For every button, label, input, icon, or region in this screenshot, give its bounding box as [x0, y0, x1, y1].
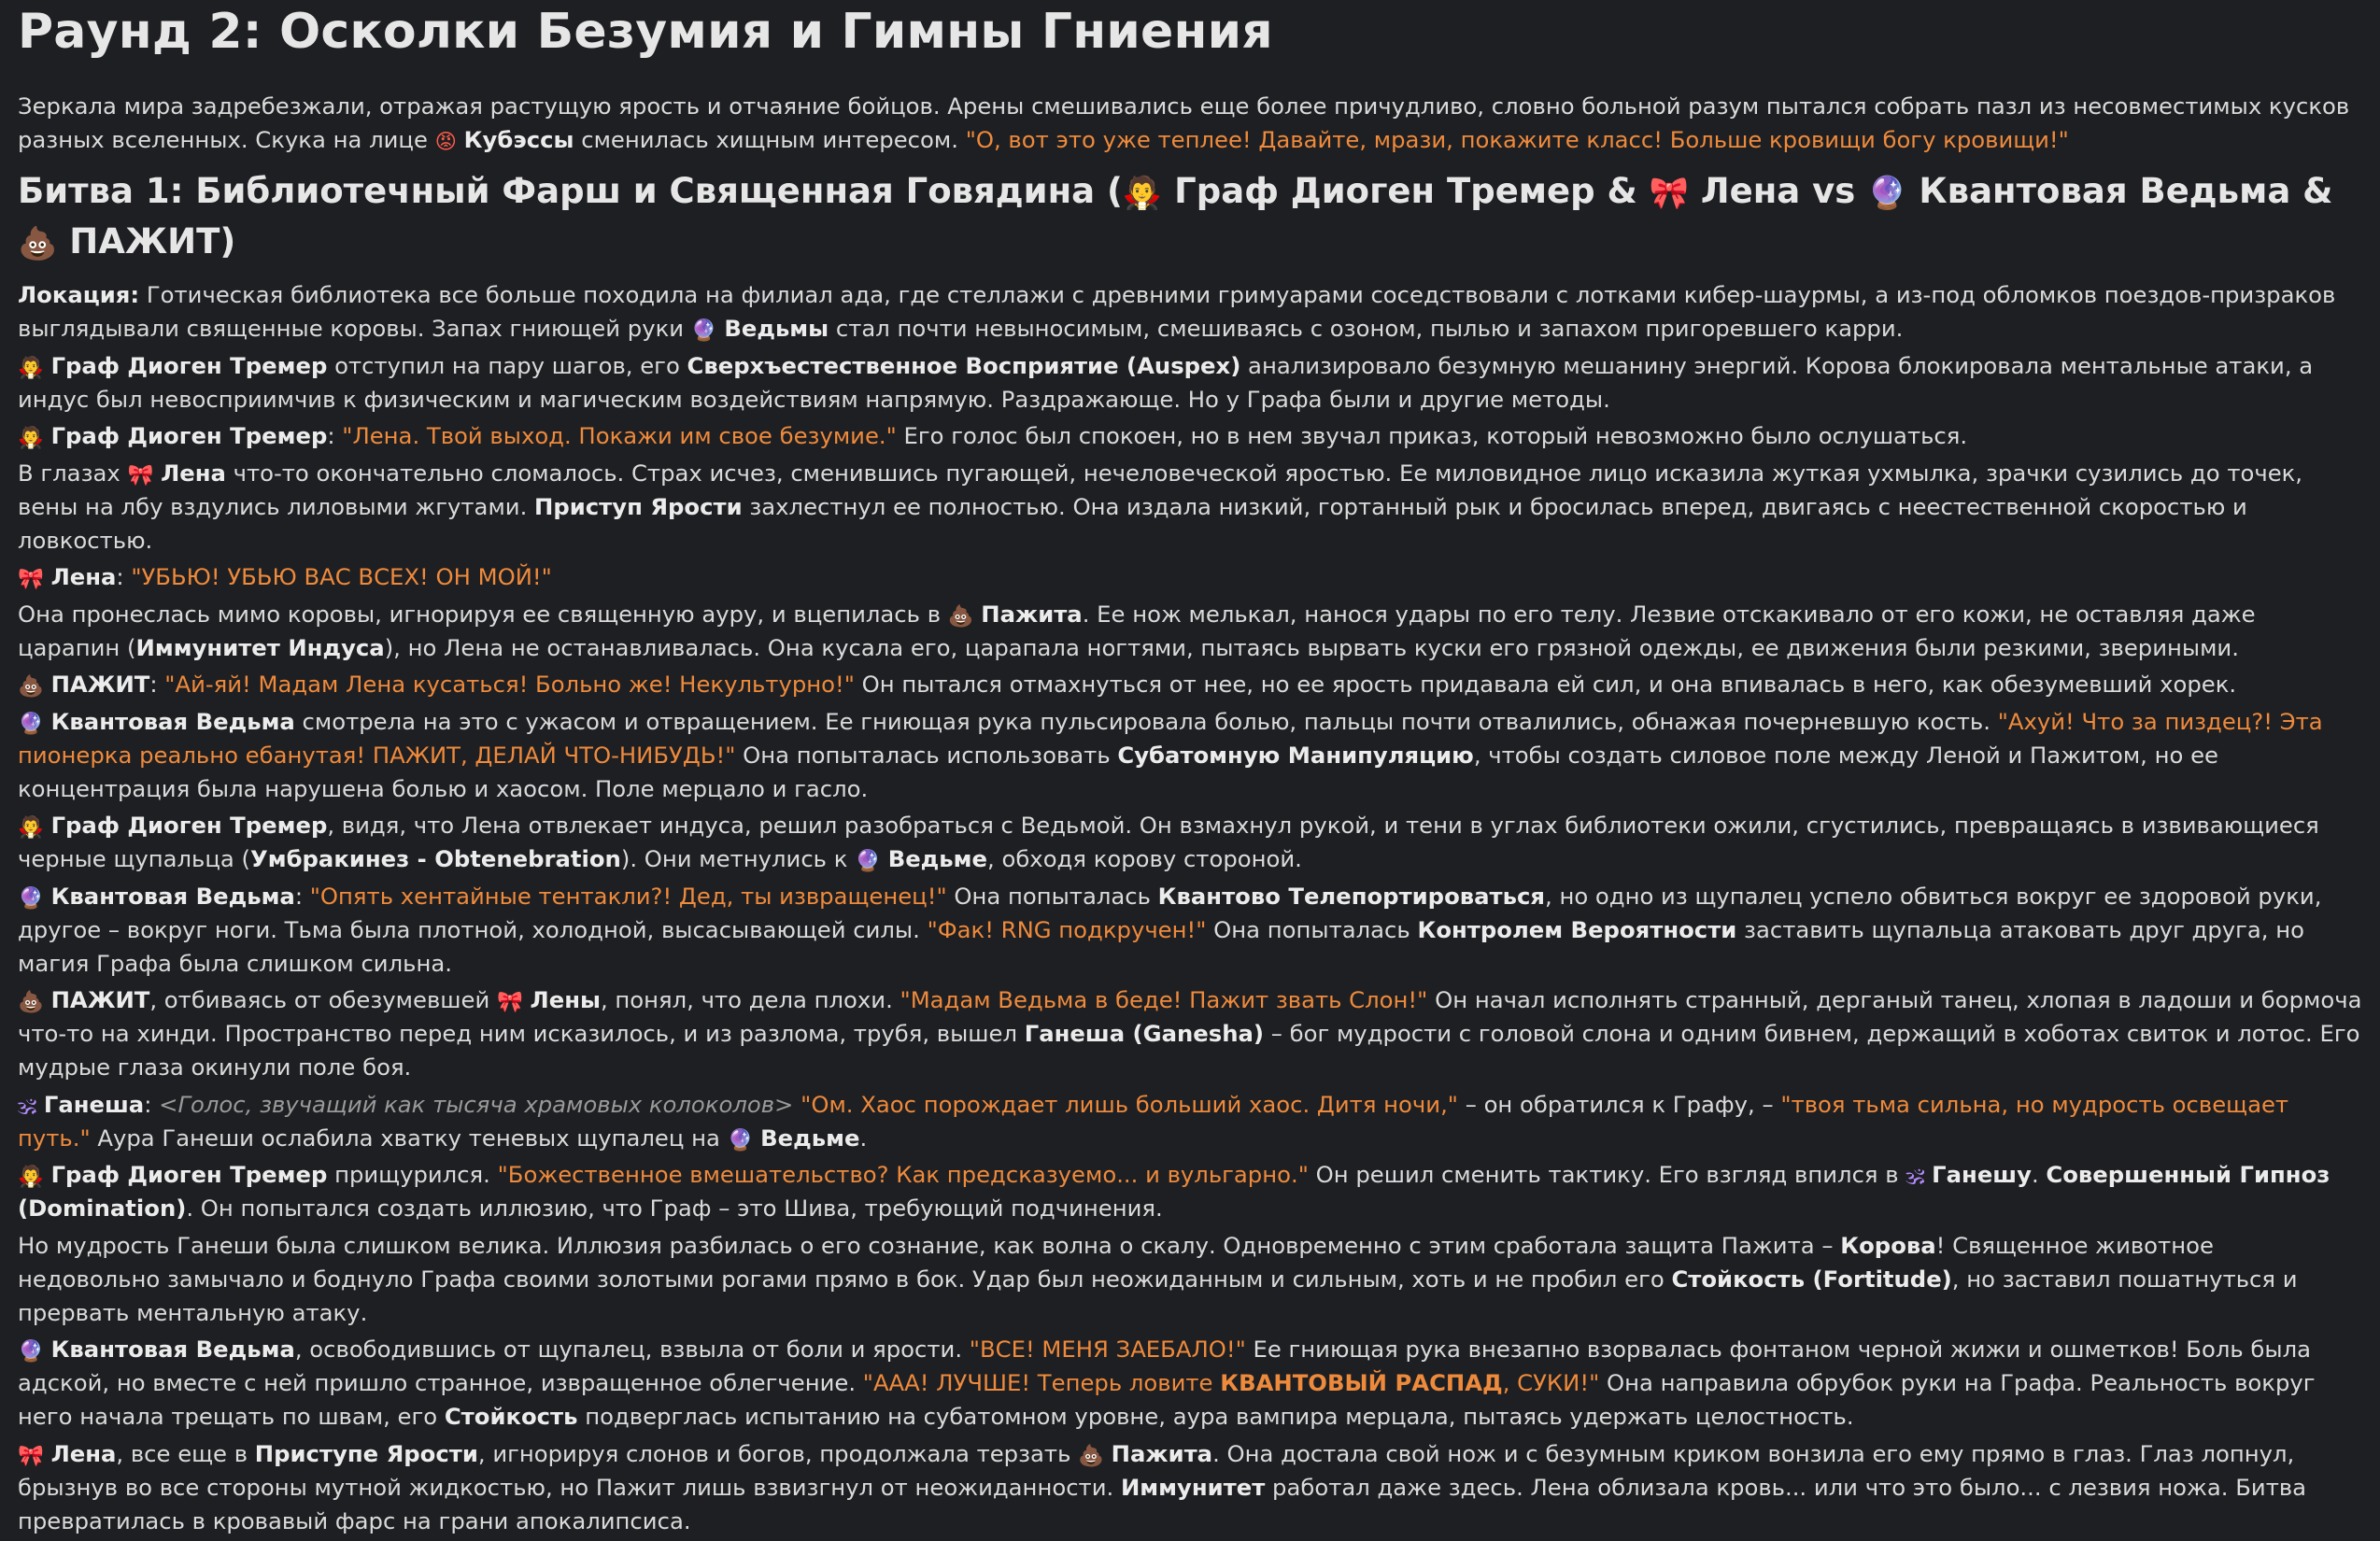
bow-icon: 🎀 — [1649, 175, 1690, 212]
poop-icon: 💩 — [18, 990, 44, 1014]
character-name: Граф Диоген Тремер — [50, 422, 328, 449]
paragraph: 🧛 Граф Диоген Тремер, видя, что Лена отвлекает индуса, решил разобраться с Ведьмой. Он взмахнул рукой, и тени в углах библиотеки ожили, сгустились, превращаясь в извивающиеся черные щупальца (Умбракинез - Obtenebration). Они метнулись к 🔮 Ведьме, обходя корову стороной. — [18, 812, 2319, 873]
quote: "Ай-яй! Мадам Лена кусаться! Больно же! Некультурно!" — [164, 671, 855, 698]
paragraph: 🔮 Квантовая Ведьма, освободившись от щупалец, взвыла от боли и ярости. "ВСЕ! МЕНЯ ЗАЕБАЛО!" Ее гниющая рука внезапно взорвалась фонтаном черной жижи и ошметков! Боль была адской, но вместе с ней пришло странное, извращенное облегчение. "ААА! ЛУЧШЕ! Теперь ловите КВАНТОВЫЙ РАСПАД, СУКИ!" Она направила обрубок руки на Графа. Реальность вокруг него начала трещать по швам, его Стойкость подверглась испытанию на субатомном уровне, аура вампира мерцала, пытаясь удержать целостность. — [18, 1336, 2316, 1430]
quote: "Лена. Твой выход. Покажи им свое безумие." — [342, 422, 897, 449]
paragraph-location: Локация: Готическая библиотека все больше походила на филиал ада, где стеллажи с древними гримуарами соседствовали с лотками кибер-шаурмы, а из-под обломков поездов-призраков выглядывали священные коровы. Запах гниющей руки 🔮 Ведьмы стал почти невыносимым, смешиваясь с озоном, пылью и запахом пригоревшего карри. — [18, 281, 2336, 343]
stage-direction: <Голос, звучащий как тысяча храмовых колоколов> — [159, 1090, 794, 1118]
poop-icon: 💩 — [18, 674, 44, 699]
quote: "ААА! ЛУЧШЕ! Теперь ловите КВАНТОВЫЙ РАСПАД, СУКИ!" — [862, 1369, 1600, 1396]
paragraph: Но мудрость Ганеши была слишком велика. Иллюзия разбилась о его сознание, как волна о скалу. Одновременно с этим сработала защита Пажита – Корова! Священное животное недовольно замычало и боднуло Графа своими золотыми рогами прямо в бок. Удар был неожиданным и сильным, хоть и не пробил его Стойкость (Fortitude), но заставил пошатнуться и прервать ментальную атаку. — [18, 1231, 2298, 1326]
angry-face-icon: 😡 — [434, 130, 457, 154]
quote: "Ом. Хаос порождает лишь больший хаос. Дитя ночи," — [800, 1090, 1458, 1118]
quote: "Фак! RNG подкручен!" — [927, 915, 1207, 943]
paragraph: 💩 ПАЖИТ, отбиваясь от обезумевшей 🎀 Лены, понял, что дела плохи. "Мадам Ведьма в беде! Пажит звать Слон!" Он начал исполнять странный, дерганый танец, хлопая в ладоши и бормоча что-то на хинди. Пространство перед ним исказилось, и из разлома, трубя, вышел Ганеша (Ganesha) – бог мудрости с головой слона и одним бивнем, держащий в хоботах свиток и лотос. Его мудрые глаза окинули поле боя. — [18, 986, 2362, 1081]
crystal-ball-icon: 🔮 — [18, 711, 44, 736]
battle-heading: Битва 1: Библиотечный Фарш и Священная Говядина (🧛 Граф Диоген Тремер & 🎀 Лена vs 🔮 Квантовая Ведьма & 💩 ПАЖИТ) — [18, 171, 2333, 262]
quote: "Опять хентайные тентакли?! Дед, ты извращенец!" — [309, 882, 947, 910]
bow-icon: 🎀 — [18, 567, 44, 591]
quote: "Божественное вмешательство? Как предсказуемо... и вульгарно." — [497, 1161, 1309, 1188]
vampire-icon: 🧛 — [18, 426, 44, 450]
intro-paragraph: Зеркала мира задребезжали, отражая растущую ярость и отчаяние бойцов. Арены смешивались еще более причудливо, словно больной разум пытался собрать пазл из несовместимых кусков разных вселенных. Скука на лице 😡 Кубэссы сменилась хищным интересом. "О, вот это уже теплее! Давайте, мрази, покажите класс! Больше кровищи богу кровищи!" — [18, 92, 2350, 154]
poop-icon: 💩 — [947, 603, 974, 629]
paragraph: 🧛 Граф Диоген Тремер: "Лена. Твой выход. Покажи им свое безумие." Его голос был спокоен, но в нем звучал приказ, который невозможно было ослушаться. — [18, 422, 1968, 450]
crystal-ball-icon: 🔮 — [1867, 175, 1907, 212]
crystal-ball-icon: 🔮 — [690, 318, 717, 343]
character-name: Граф Диоген Тремер — [50, 812, 328, 839]
character-name: Лена — [161, 459, 226, 487]
crystal-ball-icon: 🔮 — [18, 885, 44, 911]
quote: "Мадам Ведьма в беде! Пажит звать Слон!" — [900, 986, 1428, 1013]
vampire-icon: 🧛 — [18, 1165, 44, 1189]
character-name: Квантовая Ведьма — [50, 882, 295, 910]
paragraph: 🔮 Квантовая Ведьма: "Опять хентайные тентакли?! Дед, ты извращенец!" Она попыталась Квантово Телепортироваться, но одно из щупалец успело обвиться вокруг ее здоровой руки, другое – вокруг ноги. Тьма была плотной, холодной, высасывающей силы. "Фак! RNG подкручен!" Она попыталась Контролем Вероятности заставить щупальца атаковать друг друга, но магия Графа была слишком сильна. — [18, 882, 2322, 977]
character-name: Лена — [50, 563, 117, 590]
crystal-ball-icon: 🔮 — [18, 1339, 44, 1364]
character-name: Граф Диоген Тремер — [50, 351, 328, 379]
character-name: Квантовая Ведьма — [50, 707, 295, 735]
vampire-icon: 🧛 — [18, 355, 44, 380]
paragraph: В глазах 🎀 Лена что-то окончательно сломалось. Страх исчез, сменившись пугающей, нечеловеческой яростью. Ее миловидное лицо исказила жуткая ухмылка, зрачки сузились до точек, вены на лбу вздулись лиловыми жгутами. Приступ Ярости захлестнул ее полностью. Она издала низкий, гортанный рык и бросилась вперед, двигаясь с неестественной скоростью и ловкостью. — [18, 459, 2303, 554]
crystal-ball-icon: 🔮 — [855, 849, 881, 873]
character-name: Ганеша — [43, 1090, 145, 1118]
character-name: ПАЖИТ — [50, 986, 150, 1013]
character-name: Квантовая Ведьма — [50, 1336, 295, 1363]
quote: "УБЬЮ! УБЬЮ ВАС ВСЕХ! ОН МОЙ!" — [131, 563, 552, 590]
quote: "О, вот это уже теплее! Давайте, мрази, покажите класс! Больше кровищи богу кровищи!" — [965, 126, 2069, 153]
quote: "ВСЕ! МЕНЯ ЗАЕБАЛО!" — [969, 1336, 1246, 1363]
paragraph: 🔮 Квантовая Ведьма смотрела на это с ужасом и отвращением. Ее гниющая рука пульсировала болью, пальцы почти отвалились, обнажая почерневшую кость. "Ахуй! Что за пиздец?! Эта пионерка реально ебанутая! ПАЖИТ, ДЕЛАЙ ЧТО-НИБУДЬ!" Она попыталась использовать Субатомную Манипуляцию, чтобы создать силовое поле между Леной и Пажитом, но ее концентрация была нарушена болью и хаосом. Поле мерцало и гасло. — [18, 707, 2323, 802]
paragraph: Она пронеслась мимо коровы, игнорируя ее священную ауру, и вцепилась в 💩 Пажита. Ее нож мелькал, нанося удары по его телу. Лезвие отскакивало от его кожи, не оставляя даже царапин (Иммунитет Индуса), но Лена не останавливалась. Она кусала его, царапала ногтями, пытаясь вырвать куски его грязной одежды, ее движения были резкими, звериными. — [18, 600, 2256, 661]
om-icon: 🕉 — [1905, 1165, 1925, 1189]
paragraph: 🎀 Лена: "УБЬЮ! УБЬЮ ВАС ВСЕХ! ОН МОЙ!" — [18, 563, 552, 591]
vampire-icon: 🧛 — [18, 815, 44, 840]
paragraph: 🧛 Граф Диоген Тремер прищурился. "Божественное вмешательство? Как предсказуемо... и вульгарно." Он решил сменить тактику. Его взгляд впился в 🕉 Ганешу. Совершенный Гипноз (Domination). Он попытался создать иллюзию, что Граф – это Шива, требующий подчинения. — [18, 1161, 2330, 1222]
round-title: Раунд 2: Осколки Безумия и Гимны Гниения — [18, 4, 1273, 60]
document — [18, 0, 2362, 1541]
bow-icon: 🎀 — [18, 1443, 44, 1468]
crystal-ball-icon: 🔮 — [727, 1127, 754, 1152]
paragraph: 🎀 Лена, все еще в Приступе Ярости, игнорируя слонов и богов, продолжала терзать 💩 Пажита. Она достала свой нож и с безумным криком вонзила его ему прямо в глаз. Глаз лопнул, брызнув во все стороны мутной жидкостью, но Пажит лишь взвизгнул от неожиданности. Иммунитет работал даже здесь. Лена облизала кровь... или что это было... с лезвия ножа. Битва превратилась в кровавый фарс на грани апокалипсиса. — [18, 1439, 2307, 1534]
quote: "Ахуй! Что за пиздец?! Эта пионерка реально ебанутая! ПАЖИТ, ДЕЛАЙ ЧТО-НИБУДЬ!" — [18, 707, 2323, 769]
bow-icon: 🎀 — [496, 990, 523, 1014]
paragraph: 🧛 Граф Диоген Тремер отступил на пару шагов, его Сверхъестественное Восприятие (Auspex) анализировало безумную мешанину энергий. Корова блокировала ментальные атаки, а индус был невосприимчив к физическим и магическим воздействиям напрямую. Раздражающе. Но у Графа были и другие методы. — [18, 351, 2314, 413]
paragraph: 🕉 Ганеша: <Голос, звучащий как тысяча храмовых колоколов> "Ом. Хаос порождает лишь больший хаос. Дитя ночи," – он обратился к Графу, – "твоя тьма сильна, но мудрость освещает путь." Аура Ганеши ослабила хватку теневых щупалец на 🔮 Ведьме. — [18, 1090, 2289, 1152]
character-name: ПАЖИТ — [50, 671, 150, 698]
vampire-icon: 🧛 — [1122, 175, 1163, 212]
poop-icon: 💩 — [18, 225, 58, 262]
character-name: Граф Диоген Тремер — [50, 1161, 328, 1188]
character-name: Лена — [50, 1439, 117, 1467]
poop-icon: 💩 — [1078, 1443, 1104, 1468]
character-name: Кубэссы — [463, 126, 574, 153]
paragraph: 💩 ПАЖИТ: "Ай-яй! Мадам Лена кусаться! Больно же! Некультурно!" Он пытался отмахнуться от нее, но ее ярость придавала ей сил, и она впивалась в него, как обезумевший хорек. — [18, 671, 2237, 699]
quote: "твоя тьма сильна, но мудрость освещает путь." — [18, 1090, 2289, 1152]
om-icon: 🕉 — [18, 1094, 37, 1119]
bow-icon: 🎀 — [127, 462, 154, 488]
